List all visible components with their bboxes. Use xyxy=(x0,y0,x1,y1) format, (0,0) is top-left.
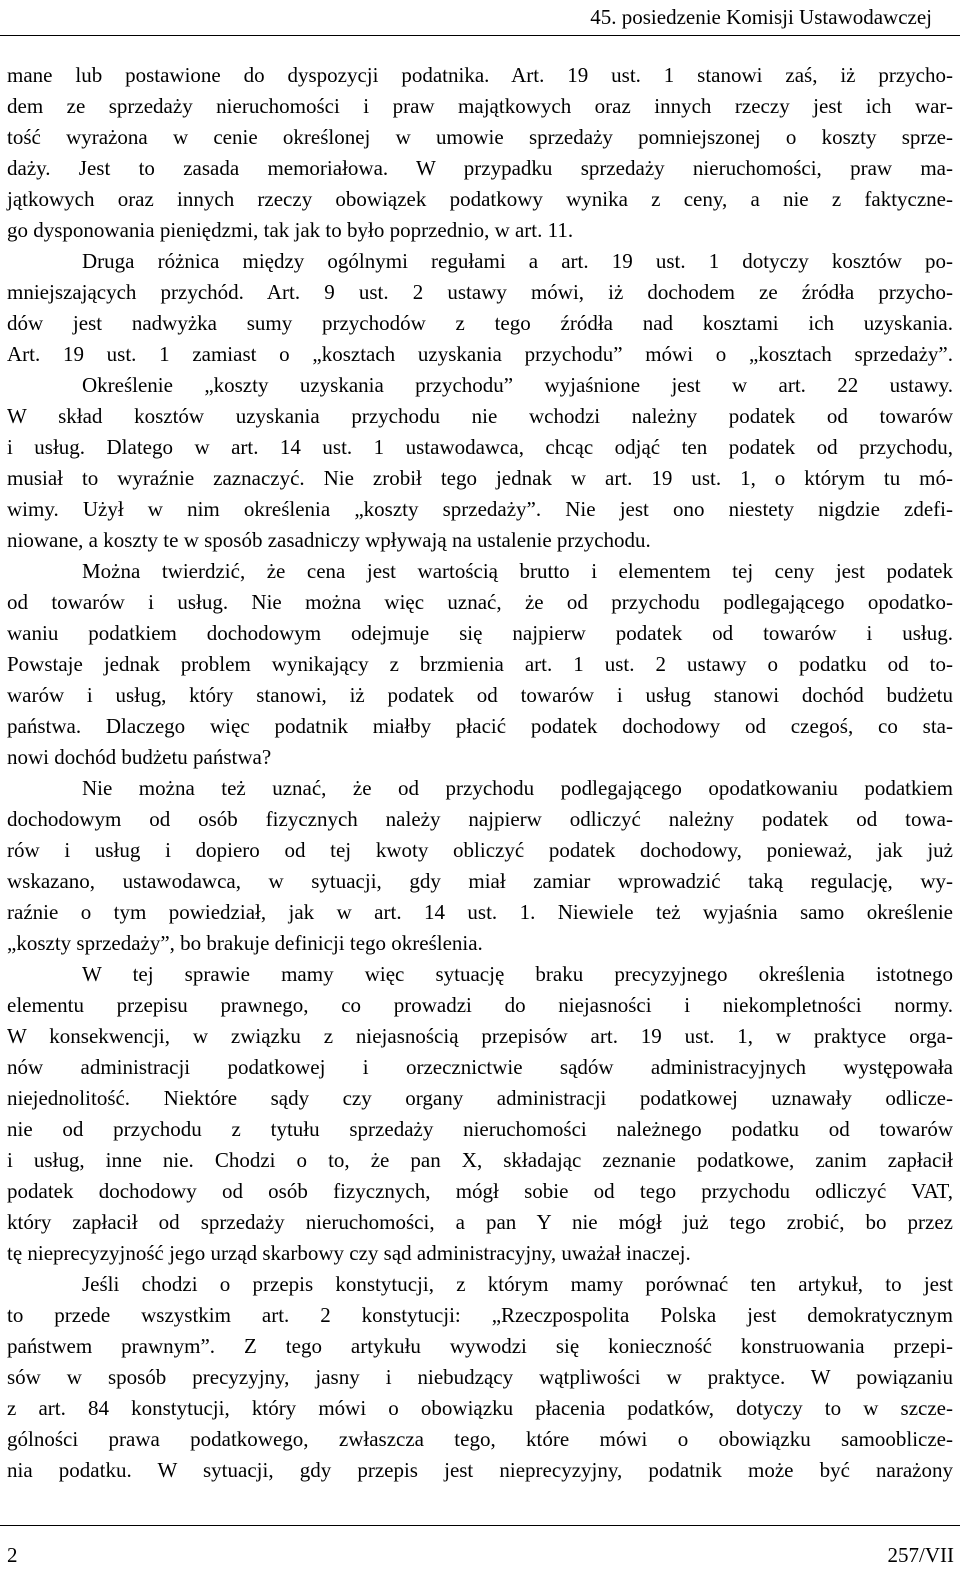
text-line: i usług. Dlatego w art. 14 ust. 1 ustawodawca, chcąc odjąć ten podatek od przychodu, xyxy=(7,435,953,459)
text-line: nów administracji podatkowej i orzecznictwie sądów administracyjnych występowała xyxy=(7,1055,953,1079)
text-line: Nie można też uznać, że od przychodu podlegającego opodatkowaniu podatkiem xyxy=(82,776,953,800)
text-line: Określenie „koszty uzyskania przychodu” wyjaśnione jest w art. 22 ustawy. xyxy=(82,373,953,397)
text-line: to przede wszystkim art. 2 konstytucji: „Rzeczpospolita Polska jest demokratycznym xyxy=(7,1303,953,1327)
text-line: gólności prawa podatkowego, zwłaszcza tego, które mówi o obowiązku samooblicze- xyxy=(7,1427,953,1451)
text-line: wskazano, ustawodawca, w sytuacji, gdy miał zamiar wprowadzić taką regulację, wy- xyxy=(7,869,953,893)
text-line: elementu przepisu prawnego, co prowadzi do niejasności i niekompletności normy. xyxy=(7,993,953,1017)
text-line: dem ze sprzedaży nieruchomości i praw majątkowych oraz innych rzeczy jest ich war- xyxy=(7,94,953,118)
page-footer xyxy=(0,1525,960,1572)
text-line: musiał to wyraźnie zaznaczyć. Nie zrobił tego jednak w art. 19 ust. 1, o którym tu mó- xyxy=(7,466,953,490)
text-line: niejednolitość. Niektóre sądy czy organy administracji podatkowej uznawały odlicze- xyxy=(7,1086,953,1110)
text-line: Jeśli chodzi o przepis konstytucji, z którym mamy porównać ten artykuł, to jest xyxy=(82,1272,953,1296)
text-line: tość wyrażona w cenie określonej w umowie sprzedaży pomniejszonej o koszty sprze- xyxy=(7,125,953,149)
text-line: daży. Jest to zasada memoriałowa. W przypadku sprzedaży nieruchomości, praw ma- xyxy=(7,156,953,180)
text-line: dochodowym od osób fizycznych należy najpierw odliczyć należny podatek od towa- xyxy=(7,807,953,831)
text-line: W skład kosztów uzyskania przychodu nie wchodzi należny podatek od towarów xyxy=(7,404,953,428)
header-rule xyxy=(0,35,960,36)
text-line: Powstaje jednak problem wynikający z brzmienia art. 1 ust. 2 ustawy o podatku od to- xyxy=(7,652,953,676)
text-line: państwem prawnym”. Z tego artykułu wywodzi się konieczność konstruowania przepi- xyxy=(7,1334,953,1358)
text-line: „koszty sprzedaży”, bo brakuje definicji tego określenia. xyxy=(7,931,483,955)
text-line: państwa. Dlaczego więc podatnik miałby płacić podatek dochodowy od czegoś, co sta- xyxy=(7,714,953,738)
text-line: i usług, inne nie. Chodzi o to, że pan X, składając zeznanie podatkowe, zanim zapłacił xyxy=(7,1148,953,1172)
text-line: rów i usług i dopiero od tej kwoty obliczyć podatek dochodowy, ponieważ, jak już xyxy=(7,838,953,862)
text-line: z art. 84 konstytucji, który mówi o obowiązku płacenia podatków, dotyczy to w szcze- xyxy=(7,1396,953,1420)
text-line: Można twierdzić, że cena jest wartością brutto i elementem tej ceny jest podatek xyxy=(82,559,953,583)
header-title: 45. posiedzenie Komisji Ustawodawczej xyxy=(590,5,932,29)
text-line: podatek dochodowy od osób fizycznych, mógł sobie od tego przychodu odliczyć VAT, xyxy=(7,1179,953,1203)
text-line: nowi dochód budżetu państwa? xyxy=(7,745,272,769)
text-line: go dysponowania pieniędzmi, tak jak to było poprzednio, w art. 11. xyxy=(7,218,574,242)
text-line: Art. 19 ust. 1 zamiast o „kosztach uzyskania przychodu” mówi o „kosztach sprzedaży”. xyxy=(7,342,953,366)
page-number: 2 xyxy=(7,1543,18,1567)
text-line: nia podatku. W sytuacji, gdy przepis jest nieprecyzyjny, podatnik może być narażony xyxy=(7,1458,953,1482)
text-line: raźnie o tym powiedział, jak w art. 14 ust. 1. Niewiele też wyjaśnia samo określenie xyxy=(7,900,953,924)
text-line: nie od przychodu z tytułu sprzedaży nieruchomości należnego podatku od towarów xyxy=(7,1117,953,1141)
text-line: od towarów i usług. Nie można więc uznać, że od przychodu podlegającego opodatko- xyxy=(7,590,953,614)
text-line: W konsekwencji, w związku z niejasnością przepisów art. 19 ust. 1, w praktyce orga- xyxy=(7,1024,953,1048)
text-line: W tej sprawie mamy więc sytuację braku precyzyjnego określenia istotnego xyxy=(82,962,953,986)
text-line: Druga różnica między ogólnymi regułami a art. 19 ust. 1 dotyczy kosztów po- xyxy=(82,249,953,273)
page-header xyxy=(0,0,960,38)
text-line: dów jest nadwyżka sumy przychodów z tego źródła nad kosztami ich uzyskania. xyxy=(7,311,953,335)
text-line: jątkowych oraz innych rzeczy obowiązek podatkowy wynika z ceny, a nie z faktyczne- xyxy=(7,187,953,211)
body-text xyxy=(7,60,953,1486)
footer-rule xyxy=(0,1525,960,1526)
text-line: sów w sposób precyzyjny, jasny i niebudzący wątpliwości w praktyce. W powiązaniu xyxy=(7,1365,953,1389)
text-line: tę nieprecyzyjność jego urząd skarbowy czy sąd administracyjny, uważał inaczej. xyxy=(7,1241,691,1265)
text-line: który zapłacił od sprzedaży nieruchomości, a pan Y nie mógł już tego zrobić, bo przez xyxy=(7,1210,953,1234)
text-line: mane lub postawione do dyspozycji podatnika. Art. 19 ust. 1 stanowi zaś, iż przycho- xyxy=(7,63,953,87)
text-line: waniu podatkiem dochodowym odejmuje się najpierw podatek od towarów i usług. xyxy=(7,621,953,645)
text-line: mniejszających przychód. Art. 9 ust. 2 ustawy mówi, iż dochodem ze źródła przycho- xyxy=(7,280,953,304)
text-line: wimy. Użył w nim określenia „koszty sprzedaży”. Nie jest ono niestety nigdzie zdefi- xyxy=(7,497,953,521)
text-line: niowane, a koszty te w sposób zasadniczy wpływają na ustalenie przychodu. xyxy=(7,528,651,552)
document-reference: 257/VII xyxy=(887,1543,954,1567)
text-line: warów i usług, który stanowi, iż podatek od towarów i usług stanowi dochód budżetu xyxy=(7,683,953,707)
